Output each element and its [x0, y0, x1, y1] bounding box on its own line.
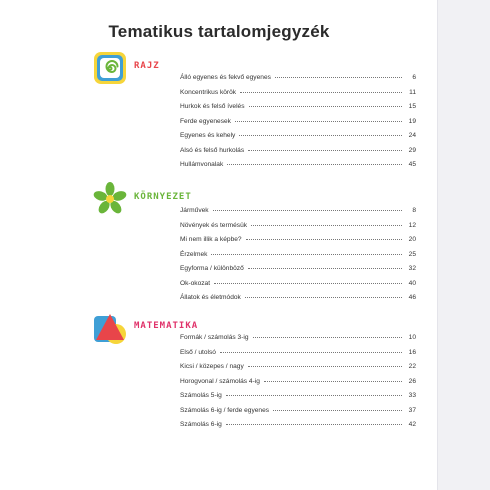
dot-leader — [240, 92, 402, 93]
shapes-icon — [92, 310, 128, 346]
entry-title: Számolás 6-ig — [180, 421, 222, 428]
entry-title: Első / utolsó — [180, 348, 216, 356]
entry-page: 15 — [408, 103, 416, 110]
toc-entry[interactable] — [180, 251, 416, 266]
entry-title: Érzelmek — [180, 250, 208, 258]
entry-title: Kicsi / közepes / nagy — [180, 363, 244, 370]
dot-leader — [239, 135, 402, 136]
entry-title: Egyenes és kehely — [180, 132, 236, 139]
section-label-rajz: RAJZ — [134, 61, 160, 71]
page-edge — [437, 0, 490, 490]
dot-leader — [249, 106, 403, 107]
toc-entry[interactable] — [180, 265, 416, 280]
entry-page: 6 — [412, 74, 416, 81]
dot-leader — [214, 283, 402, 284]
entry-list-matematika — [180, 334, 416, 436]
spiral-icon — [92, 50, 128, 86]
dot-leader — [220, 352, 402, 353]
toc-entry[interactable] — [180, 103, 416, 118]
entry-title: Számolás 5-ig — [180, 392, 222, 399]
toc-entry[interactable] — [180, 363, 416, 378]
toc-entry[interactable] — [180, 74, 416, 89]
entry-page: 42 — [408, 421, 416, 428]
entry-title: Alsó és felső hurkolás — [180, 146, 245, 154]
section-label-matematika: MATEMATIKA — [134, 321, 199, 331]
toc-entry[interactable] — [180, 334, 416, 349]
entry-title: Állatok és életmódok — [180, 294, 241, 301]
entry-page: 16 — [408, 348, 416, 356]
dot-leader — [251, 225, 402, 226]
toc-entry[interactable] — [180, 349, 416, 364]
dot-leader — [245, 297, 402, 298]
entry-page: 19 — [408, 117, 416, 125]
entry-list-rajz — [180, 74, 416, 176]
entry-title: Ok-okozat — [180, 279, 211, 287]
toc-entry[interactable] — [180, 118, 416, 133]
entry-page: 32 — [408, 265, 416, 272]
entry-title: Ferde egyenesek — [180, 117, 231, 125]
entry-list-kornyezet — [180, 207, 416, 309]
entry-title: Horogvonal / számolás 4-ig — [180, 377, 260, 385]
dot-leader — [275, 77, 402, 78]
entry-page: 29 — [408, 146, 416, 154]
flower-icon — [92, 181, 128, 217]
dot-leader — [227, 164, 402, 165]
entry-page: 22 — [408, 363, 416, 370]
section-kornyezet — [0, 177, 438, 301]
toc-entry[interactable] — [180, 207, 416, 222]
toc-entry[interactable] — [180, 280, 416, 295]
entry-page: 37 — [408, 406, 416, 414]
entry-page: 26 — [408, 377, 416, 385]
entry-title: Formák / számolás 3-ig — [180, 334, 249, 341]
dot-leader — [246, 239, 402, 240]
entry-page: 8 — [412, 207, 416, 214]
entry-title: Számolás 6-ig / ferde egyenes — [180, 406, 270, 414]
dot-leader — [248, 366, 402, 367]
toc-entry[interactable] — [180, 236, 416, 251]
page-title: Tematikus tartalomjegyzék — [108, 22, 330, 41]
toc-entry[interactable] — [180, 89, 416, 104]
section-rajz — [0, 46, 438, 168]
entry-page: 33 — [408, 392, 416, 399]
toc-entry[interactable] — [180, 222, 416, 237]
entry-title: Álló egyenes és fekvő egyenes — [180, 74, 271, 81]
dot-leader — [253, 337, 402, 338]
entry-page: 46 — [408, 294, 416, 301]
section-matematika — [0, 306, 438, 428]
dot-leader — [235, 121, 402, 122]
entry-title: Koncentrikus körök — [180, 88, 237, 96]
entry-title: Mi nem illik a képbe? — [180, 236, 242, 243]
section-label-kornyezet: KÖRNYEZET — [134, 192, 192, 202]
entry-page: 25 — [408, 250, 416, 258]
dot-leader — [248, 150, 402, 151]
dot-leader — [273, 410, 402, 411]
dot-leader — [226, 395, 402, 396]
dot-leader — [264, 381, 402, 382]
toc-entry[interactable] — [180, 132, 416, 147]
entry-page: 20 — [408, 236, 416, 243]
entry-page: 12 — [408, 221, 416, 229]
entry-page: 45 — [408, 161, 416, 168]
entry-page: 40 — [408, 279, 416, 287]
toc-entry[interactable] — [180, 147, 416, 162]
entry-title: Növények és termésük — [180, 221, 248, 229]
dot-leader — [211, 254, 402, 255]
entry-title: Egyforma / különböző — [180, 265, 244, 272]
entry-title: Hurkok és felső ívelés — [180, 103, 245, 110]
dot-leader — [213, 210, 402, 211]
toc-entry[interactable] — [180, 407, 416, 422]
dot-leader — [226, 424, 402, 425]
dot-leader — [248, 268, 402, 269]
entry-page: 24 — [408, 132, 416, 139]
toc-entry[interactable] — [180, 421, 416, 436]
entry-page: 11 — [409, 88, 416, 96]
toc-entry[interactable] — [180, 161, 416, 176]
toc-entry[interactable] — [180, 378, 416, 393]
toc-entry[interactable] — [180, 392, 416, 407]
entry-title: Hullámvonalak — [180, 161, 224, 168]
entry-title: Járművek — [180, 207, 209, 214]
entry-page: 10 — [408, 334, 416, 341]
